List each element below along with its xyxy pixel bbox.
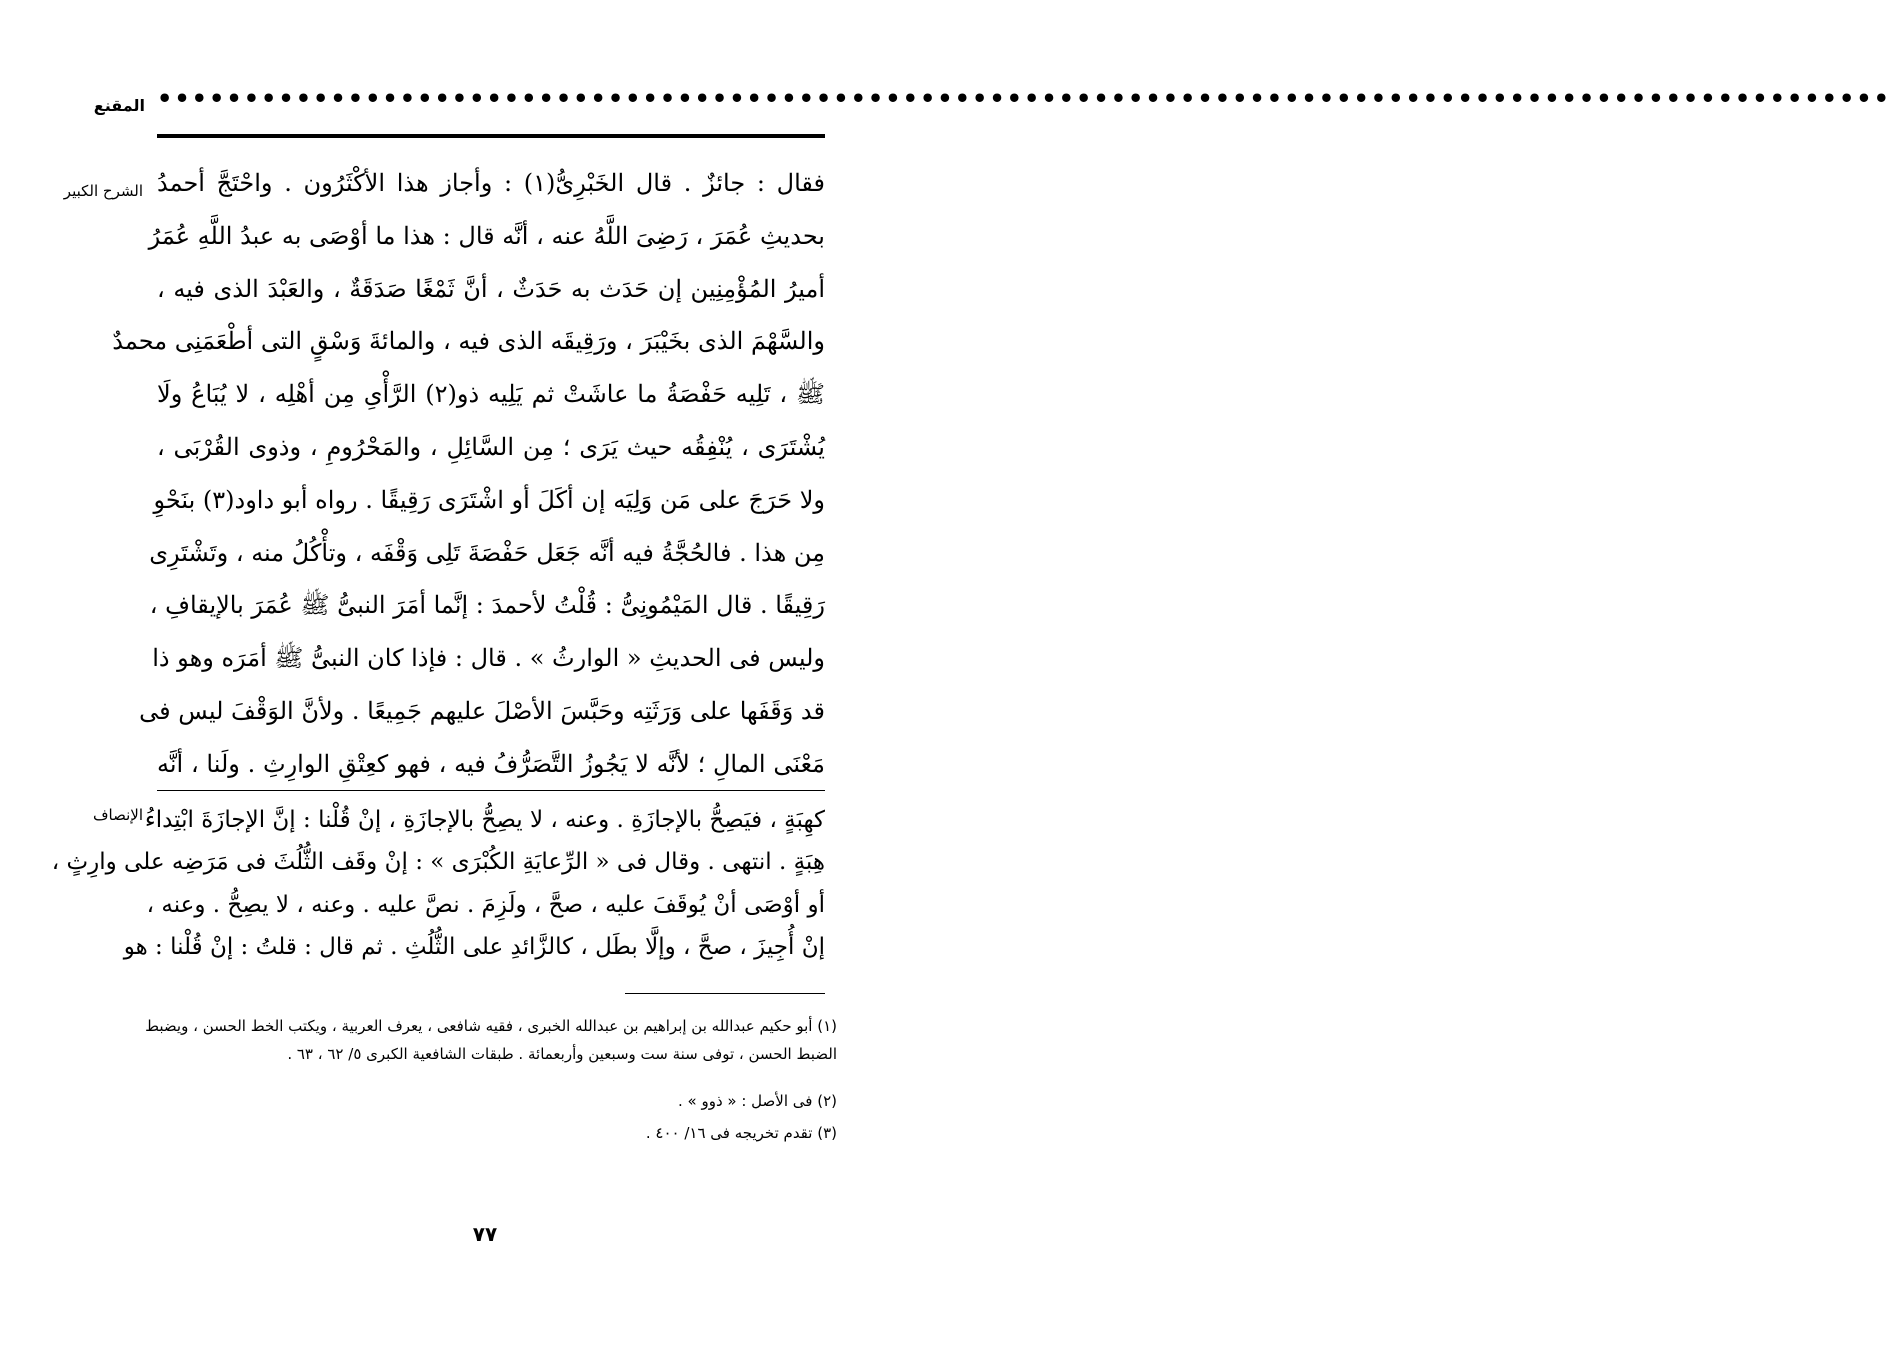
section-label-sharh: الشرح الكبير	[63, 182, 143, 200]
main-line: فقال : جائزٌ . قال الخَبْرِىُّ(١) : وأجاز هذا الأكْثَرُون . واحْتَجَّ أحمدُ	[157, 169, 825, 197]
footnote-line: (١) أبو حكيم عبدالله بن إبراهيم بن عبدالله الخبرى ، فقيه شافعى ، يعرف العربية ، ويكتب الخط الحسن ، ويضبط	[145, 1017, 837, 1035]
main-line: مِن هذا . فالحُجَّةُ فيه أنَّه جَعَل حَفْصَةَ تَلِى وَقْفَه ، وتأْكُلُ منه ، وتَشْتَرِى	[149, 538, 825, 567]
main-line: مَعْنَى المالِ ؛ لأنَّه لا يَجُوزُ التَّصَرُّفُ فيه ، فهو كعِتْقِ الوارِثِ . ولَنا ، أنَّه	[157, 749, 825, 778]
section-label-insaf: الإنصاف	[92, 806, 143, 824]
section-divider	[157, 790, 825, 791]
insaf-line: كهِبَةٍ ، فيَصِحُّ بالإجازَةِ . وعنه ، لا يصِحُّ بالإجازَةِ ، إنْ قُلْنا : إنَّ الإجازَةَ ابْتِداءُ	[144, 807, 825, 833]
footnote-rule	[625, 993, 825, 994]
main-line: ولا حَرَجَ على مَن وَلِيَه إن أكَلَ أو اشْتَرَى رَقِيقًا . رواه أبو داود(٣) بنَحْوِ	[153, 485, 825, 514]
main-line: وليس فى الحديثِ « الوارثُ » . قال : فإذا كان النبىُّ ﷺ أمَرَه وهو ذا	[152, 644, 825, 673]
main-text	[112, 157, 825, 791]
main-line: ﷺ ، تَلِيه حَفْصَةُ ما عاشَتْ ثم يَلِيه ذو(٢) الرَّأْىِ مِن أهْلِه ، لا يُبَاعُ ولَا	[157, 380, 825, 409]
insaf-line: أو أوْصَى أنْ يُوقَفَ عليه ، صحَّ ، ولَزِمَ . نصَّ عليه . وعنه ، لا يصِحُّ . وعنه ،	[146, 891, 825, 918]
footnote-line: (٣) تقدم تخريجه فى ١٦/ ٤٠٠ .	[645, 1124, 837, 1142]
insaf-line: إنْ أُجِيزَ ، صحَّ ، وإلَّا بطَل ، كالزَّائدِ على الثُّلُثِ . ثم قال : قلتُ : إنْ قُلْنا : هو	[123, 933, 825, 960]
main-line: رَقِيقًا . قال المَيْمُونِىُّ : قُلْتُ لأحمدَ : إنَّما أمَرَ النبىُّ ﷺ عُمَرَ بالإيقافِ ،	[149, 591, 825, 620]
main-line: بحديثِ عُمَرَ ، رَضِىَ اللَّهُ عنه ، أنَّه قال : هذا ما أوْصَى به عبدُ اللَّهِ عُمَرُ	[148, 221, 825, 250]
footnote-line: الضبط الحسن ، توفى سنة ست وسبعين وأربعمائة . طبقات الشافعية الكبرى ٥/ ٦٢ ، ٦٣ .	[287, 1045, 837, 1063]
footnote-1	[145, 1012, 837, 1068]
main-line: أميرُ المُؤْمِنِين إن حَدَث به حَدَثٌ ، أنَّ ثَمْغًا صَدَقَةٌ ، والعَبْدَ الذى فيه ،	[157, 274, 825, 303]
book-title: المقنع	[93, 96, 145, 115]
footnote-3	[157, 1119, 837, 1147]
header-rule	[157, 134, 825, 138]
footnote-line: (٢) فى الأصل : « ذوو » .	[678, 1092, 837, 1110]
page-number: ٧٧	[472, 1222, 498, 1246]
main-line: قد وَقَفَها على وَرَثَتِه وحَبَّسَ الأصْلَ عليهم جَمِيعًا . ولأنَّ الوَقْفَ ليس فى	[139, 696, 825, 725]
main-line: والسَّهْمَ الذى بخَيْبَرَ ، ورَقِيقَه الذى فيه ، والمائةَ وَسْقٍ التى أطْعَمَنِى محمدٌ	[112, 327, 825, 356]
main-line: يُشْتَرَى ، يُنْفِقُه حيث يَرَى ؛ مِن السَّائِلِ ، والمَحْرُومِ ، وذوى القُرْبَى ،	[157, 432, 825, 461]
insaf-line: هِبَةٍ . انتهى . وقال فى « الرِّعايَةِ الكُبْرَى » : إنْ وقَف الثُّلُثَ فى مَرَضِه على وارِثٍ ،	[51, 849, 825, 876]
footnote-2	[157, 1087, 837, 1115]
header-dotted-rule: ••••••••••••••••••••••••••••••••••••••••••••••••••••••••••••••••••••••••••••••••••••••••••••••••••••	[157, 84, 1891, 113]
